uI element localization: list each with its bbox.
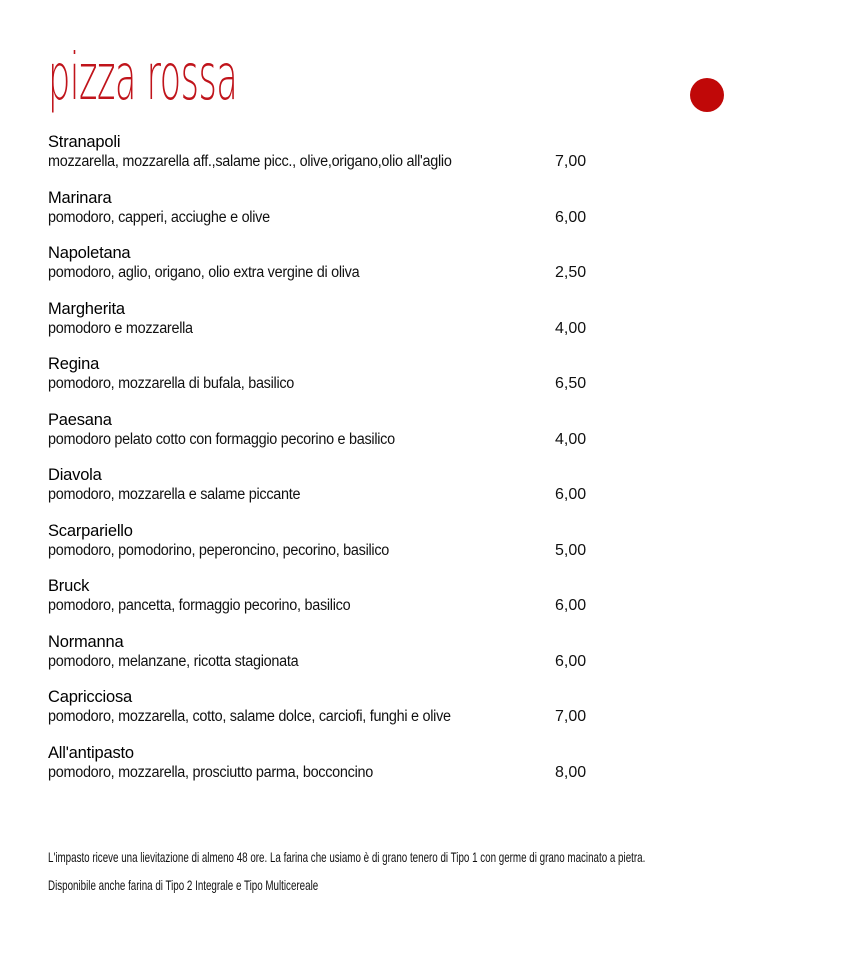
menu-item — [48, 688, 608, 744]
menu-item — [48, 189, 608, 245]
item-description: pomodoro, mozzarella, cotto, salame dolce, carciofi, funghi e olive — [48, 708, 451, 725]
red-dot-decoration — [690, 78, 724, 112]
menu-item — [48, 744, 608, 800]
item-description: pomodoro, melanzane, ricotta stagionata — [48, 652, 299, 670]
menu-item — [48, 577, 608, 633]
item-name: Diavola — [48, 466, 102, 484]
menu-item — [48, 244, 608, 300]
item-price: 7,00 — [555, 708, 587, 725]
item-price: 6,00 — [555, 208, 587, 226]
menu-item — [48, 355, 608, 411]
item-price: 2,50 — [555, 264, 587, 281]
item-description: pomodoro, pomodorino, peperoncino, pecorino, basilico — [48, 541, 390, 559]
item-price: 6,00 — [555, 597, 587, 614]
item-name: Napoletana — [48, 244, 131, 262]
menu-items-list — [48, 133, 608, 799]
item-description: mozzarella, mozzarella aff.,salame picc., olive,origano,olio all'aglio — [48, 153, 452, 170]
item-price: 6,00 — [555, 486, 587, 503]
item-name: Capricciosa — [48, 688, 132, 706]
item-description: pomodoro, capperi, acciughe e olive — [48, 208, 270, 226]
item-price: 6,00 — [555, 652, 587, 670]
item-description: pomodoro, mozzarella e salame piccante — [48, 486, 301, 503]
page-title: pizza rossa — [48, 41, 238, 115]
item-price: 8,00 — [555, 763, 587, 781]
item-name: Regina — [48, 355, 100, 373]
menu-item — [48, 633, 608, 689]
menu-item — [48, 133, 608, 189]
menu-item — [48, 300, 608, 356]
item-name: Marinara — [48, 188, 112, 207]
item-name: All'antipasto — [48, 743, 134, 762]
item-name: Stranapoli — [48, 133, 121, 151]
menu-item — [48, 466, 608, 522]
item-name: Bruck — [48, 577, 90, 595]
item-description: pomodoro, mozzarella, prosciutto parma, bocconcino — [48, 763, 373, 781]
item-price: 6,50 — [555, 375, 587, 392]
item-price: 4,00 — [555, 319, 587, 337]
menu-item — [48, 411, 608, 467]
item-price: 4,00 — [555, 430, 587, 448]
item-name: Margherita — [48, 299, 125, 318]
footnote — [48, 843, 645, 899]
item-description: pomodoro pelato cotto con formaggio pecorino e basilico — [48, 430, 395, 448]
footnote-flour-note: Disponibile anche farina di Tipo 2 Integrale e Tipo Multicereale — [48, 877, 319, 893]
item-name: Normanna — [48, 632, 124, 651]
item-price: 7,00 — [555, 153, 587, 170]
item-name: Paesana — [48, 410, 112, 429]
item-description: pomodoro, aglio, origano, olio extra vergine di oliva — [48, 264, 360, 281]
footnote-dough-note: L'impasto riceve una lievitazione di almeno 48 ore. La farina che usiamo è di grano tenero di Tipo 1 con germe di grano macinato a pietra. — [48, 849, 646, 865]
item-description: pomodoro e mozzarella — [48, 319, 193, 337]
item-description: pomodoro, pancetta, formaggio pecorino, basilico — [48, 597, 351, 614]
item-price: 5,00 — [555, 541, 587, 559]
item-name: Scarpariello — [48, 521, 133, 540]
menu-item — [48, 522, 608, 578]
item-description: pomodoro, mozzarella di bufala, basilico — [48, 375, 295, 392]
